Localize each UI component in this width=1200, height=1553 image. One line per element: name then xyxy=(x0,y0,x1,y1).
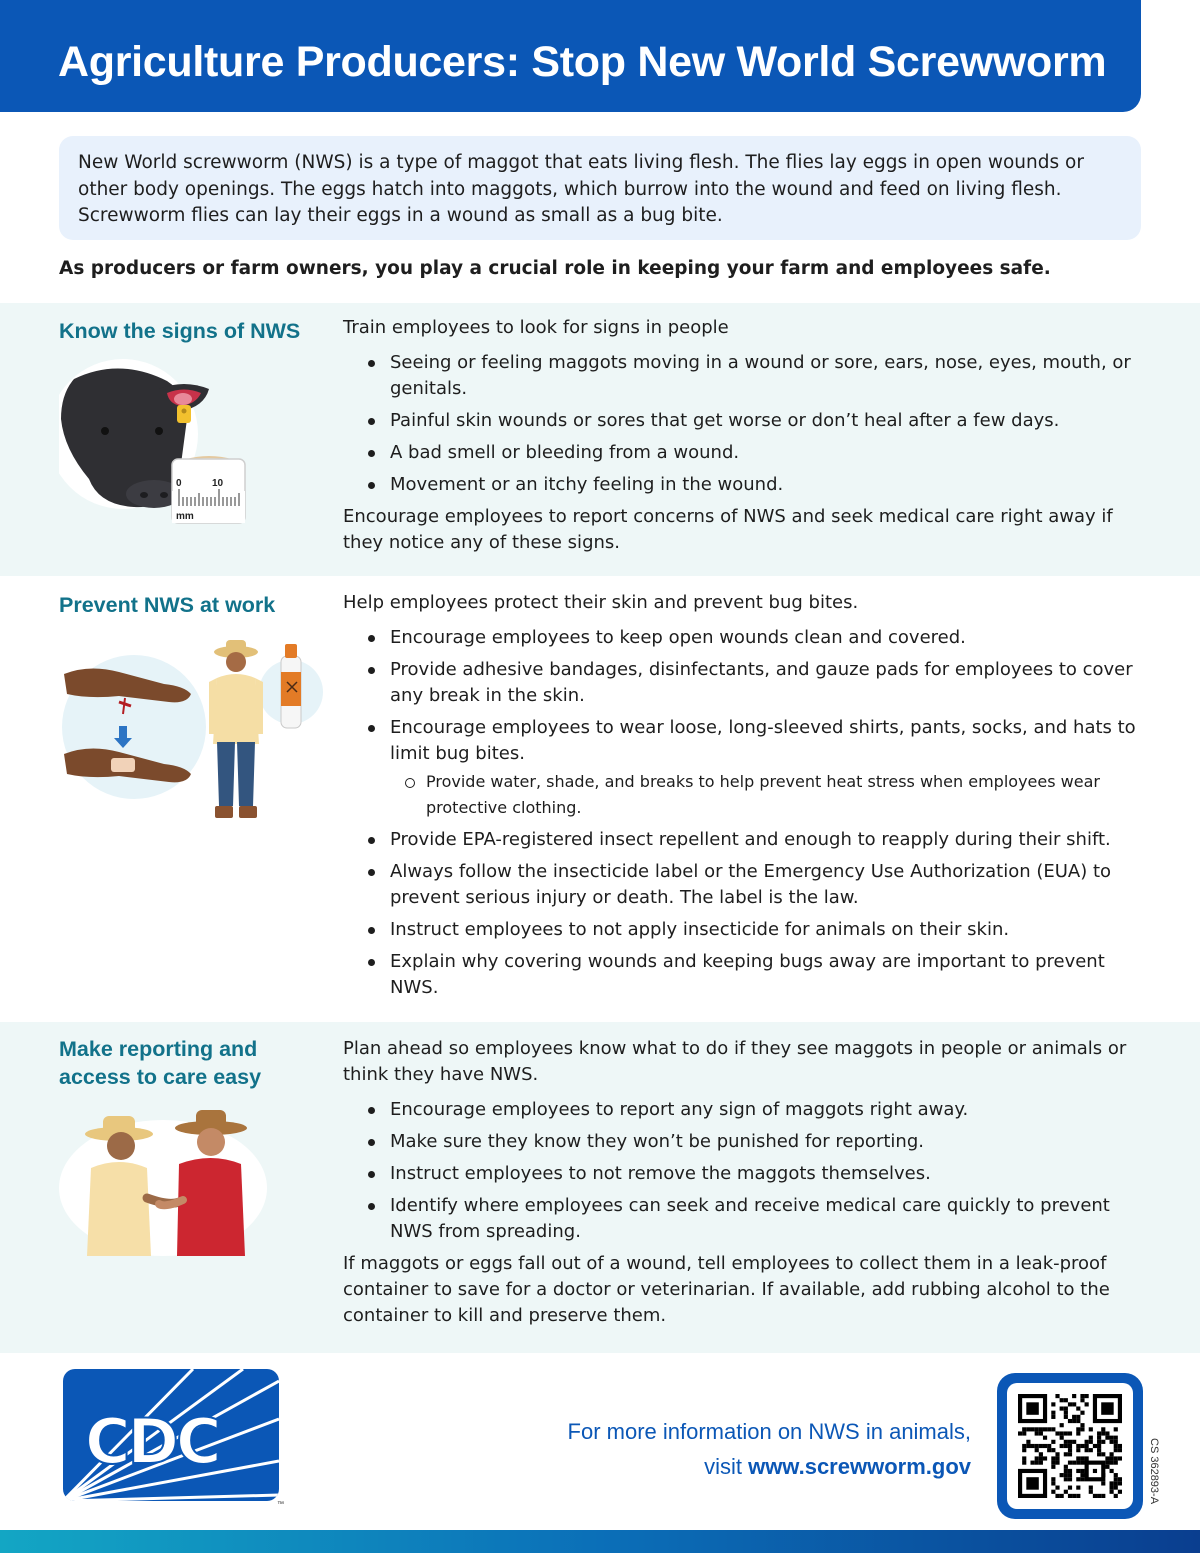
qr-code-inner xyxy=(1007,1383,1133,1509)
signs-list xyxy=(343,350,1143,498)
section-intro: Plan ahead so employees know what to do if they see maggots in people or animals or think they have NWS. xyxy=(343,1038,1127,1085)
footer-gradient-bar xyxy=(0,1530,1200,1553)
list-item: Explain why covering wounds and keeping bugs away are important to prevent NWS. xyxy=(343,949,1143,1001)
prevention-illustration xyxy=(59,634,329,829)
section-outro: Encourage employees to report concerns of NWS and seek medical care right away if they notice any of these signs. xyxy=(343,506,1113,553)
ruler-unit: mm xyxy=(176,511,194,522)
cdc-logo[interactable] xyxy=(63,1369,293,1509)
list-item: Always follow the insecticide label or the Emergency Use Authorization (EUA) to prevent serious injury or death. The label is the law. xyxy=(343,859,1143,911)
list-item: Instruct employees to not apply insecticide for animals on their skin. xyxy=(343,917,1143,943)
reporting-list xyxy=(343,1097,1143,1245)
qr-code[interactable] xyxy=(997,1373,1143,1519)
list-item: Make sure they know they won’t be punished for reporting. xyxy=(343,1129,1143,1155)
lead-statement: As producers or farm owners, you play a crucial role in keeping your farm and employees safe. xyxy=(59,258,1051,279)
section-intro: Train employees to look for signs in people xyxy=(343,317,729,338)
ruler-label-0: 0 xyxy=(176,478,182,489)
section-reporting xyxy=(0,1022,1200,1353)
visit-label: visit xyxy=(704,1454,749,1479)
sub-list-item: Provide water, shade, and breaks to help prevent heat stress when employees wear protective clothing. xyxy=(343,769,1143,821)
ruler-label-10: 10 xyxy=(212,478,224,489)
intro-box xyxy=(59,136,1141,240)
section-body xyxy=(343,1036,1143,1329)
list-item: Painful skin wounds or sores that get worse or don’t heal after a few days. xyxy=(343,408,1143,434)
page-title: Agriculture Producers: Stop New World Screwworm xyxy=(58,38,1107,86)
qr-code-pattern xyxy=(1018,1394,1122,1498)
list-item: Provide adhesive bandages, disinfectants, and gauze pads for employees to cover any break in the skin. xyxy=(343,657,1143,709)
reporting-illustration xyxy=(59,1106,274,1256)
list-item: Identify where employees can seek and receive medical care quickly to prevent NWS from spreading. xyxy=(343,1193,1143,1245)
ruler-graphic xyxy=(172,456,245,523)
section-title: Know the signs of NWS xyxy=(59,319,301,343)
section-prevent xyxy=(0,576,1200,1022)
list-item: Encourage employees to report any sign of maggots right away. xyxy=(343,1097,1143,1123)
list-item: A bad smell or bleeding from a wound. xyxy=(343,440,1143,466)
prevention-list xyxy=(343,625,1143,1001)
section-body xyxy=(343,315,1143,556)
page-header xyxy=(0,0,1141,112)
document-code: CS 362893-A xyxy=(1148,1438,1160,1505)
list-item: Movement or an itchy feeling in the wound. xyxy=(343,472,1143,498)
cdc-logo-text: CDC xyxy=(85,1405,219,1478)
list-item: Instruct employees to not remove the maggots themselves. xyxy=(343,1161,1143,1187)
list-item: Encourage employees to keep open wounds clean and covered. xyxy=(343,625,1143,651)
section-body xyxy=(343,590,1143,1007)
section-know-signs xyxy=(0,303,1200,576)
cow-illustration xyxy=(59,359,249,529)
screwworm-link[interactable]: www.screwworm.gov xyxy=(748,1454,971,1479)
trademark-mark: ™ xyxy=(277,1501,284,1508)
more-info-line: For more information on NWS in animals, xyxy=(567,1419,971,1444)
intro-text: New World screwworm (NWS) is a type of maggot that eats living flesh. The flies lay eggs in open wounds or other body openings. The eggs hatch into maggots, which burrow into the wound and feed on living flesh. Screwworm flies can lay their eggs in a wound as small as a bug bite. xyxy=(78,152,1084,226)
list-item: Seeing or feeling maggots moving in a wound or sore, ears, nose, eyes, mouth, or genitals. xyxy=(343,350,1143,402)
list-item: Encourage employees to wear loose, long-sleeved shirts, pants, socks, and hats to limit bug bites. xyxy=(343,715,1143,767)
section-intro: Help employees protect their skin and prevent bug bites. xyxy=(343,592,859,613)
section-title: Make reporting and access to care easy xyxy=(59,1037,262,1089)
section-title: Prevent NWS at work xyxy=(59,593,276,617)
list-item: Provide EPA-registered insect repellent and enough to reapply during their shift. xyxy=(343,827,1143,853)
more-info-text xyxy=(568,1414,971,1484)
section-outro: If maggots or eggs fall out of a wound, tell employees to collect them in a leak-proof container to save for a doctor or veterinarian. If available, add rubbing alcohol to the container to kill and preserve them. xyxy=(343,1253,1110,1326)
